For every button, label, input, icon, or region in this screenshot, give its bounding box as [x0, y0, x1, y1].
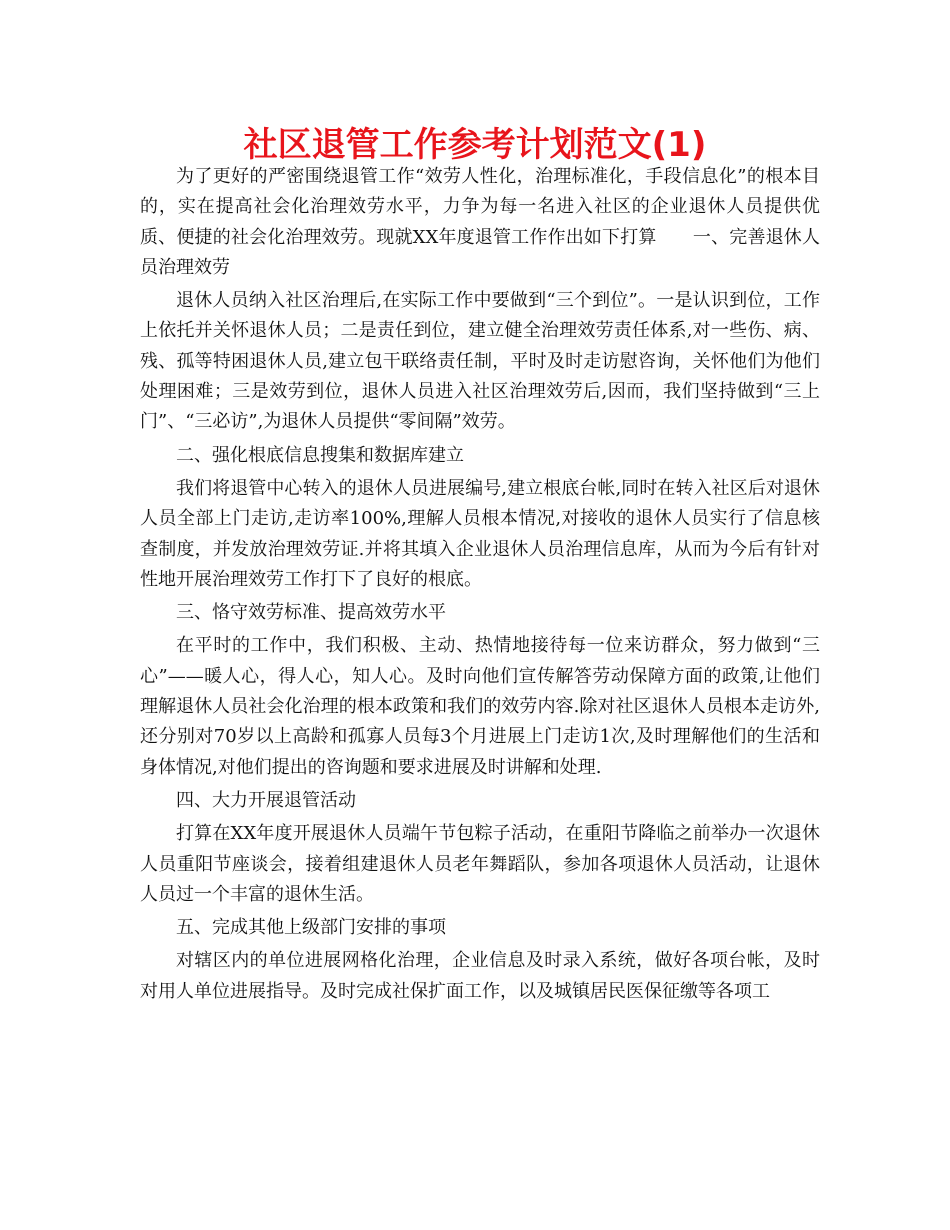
- document-body: [140, 162, 820, 1010]
- section-heading-2: 二、强化根底信息搜集和数据库建立: [176, 444, 464, 466]
- document-title: 社区退管工作参考计划范文(1): [243, 125, 707, 165]
- section-heading-5: 五、完成其他上级部门安排的事项: [176, 917, 446, 939]
- paragraph-database: 我们将退管中心转入的退休人员进展编号,建立根底台帐,同时在转入社区后对退休人员全部上门走访,走访率100%,理解人员根本情况,对接收的退休人员实行了信息核查制度，并发放治理效劳证.并将其填入企业退休人员治理信息库，从而为今后有针对性地开展治理效劳工作打下了良好的根底。: [140, 477, 820, 590]
- paragraph-intro: 为了更好的严密围绕退管工作“效劳人性化，治理标准化，手段信息化”的根本目的，实在提高社会化治理效劳水平，力争为每一名进入社区的企业退休人员提供优质、便捷的社会化治理效劳。现就XX年度退管工作作出如下打算 一、完善退休人员治理效劳: [140, 166, 820, 278]
- paragraph-service-standard: 在平时的工作中，我们积极、主动、热情地接待每一位来访群众，努力做到“三心”——暖人心，得人心，知人心。及时向他们宣传解答劳动保障方面的政策,让他们理解退休人员社会化治理的根本政策和我们的效劳内容.除对社区退休人员根本走访外,还分别对70岁以上高龄和孤寡人员每3个月进展上门走访1次,及时理解他们的生活和身体情况,对他们提出的咨询题和要求进展及时讲解和处理.: [140, 635, 820, 778]
- section-heading-3: 三、恪守效劳标准、提高效劳水平: [176, 602, 446, 624]
- paragraph-other-tasks: 对辖区内的单位进展网格化治理，企业信息及时录入系统，做好各项台帐，及时对用人单位进展指导。及时完成社保扩面工作，以及城镇居民医保征缴等各项工: [140, 950, 820, 1002]
- paragraph-activities: 打算在XX年度开展退休人员端午节包粽子活动，在重阳节降临之前举办一次退休人员重阳节座谈会，接着组建退休人员老年舞蹈队，参加各项退休人员活动，让退休人员过一个丰富的退休生活。: [140, 823, 820, 905]
- paragraph-three-in-place: 退休人员纳入社区治理后,在实际工作中要做到“三个到位”。一是认识到位，工作上依托并关怀退休人员；二是责任到位，建立健全治理效劳责任体系,对一些伤、病、残、孤等特困退休人员,建立包干联络责任制，平时及时走访慰咨询，关怀他们为他们处理困难；三是效劳到位，退休人员进入社区治理效劳后,因而，我们坚持做到“三上门”、“三必访”,为退休人员提供“零间隔”效劳。: [140, 290, 820, 433]
- section-heading-4: 四、大力开展退管活动: [176, 789, 356, 811]
